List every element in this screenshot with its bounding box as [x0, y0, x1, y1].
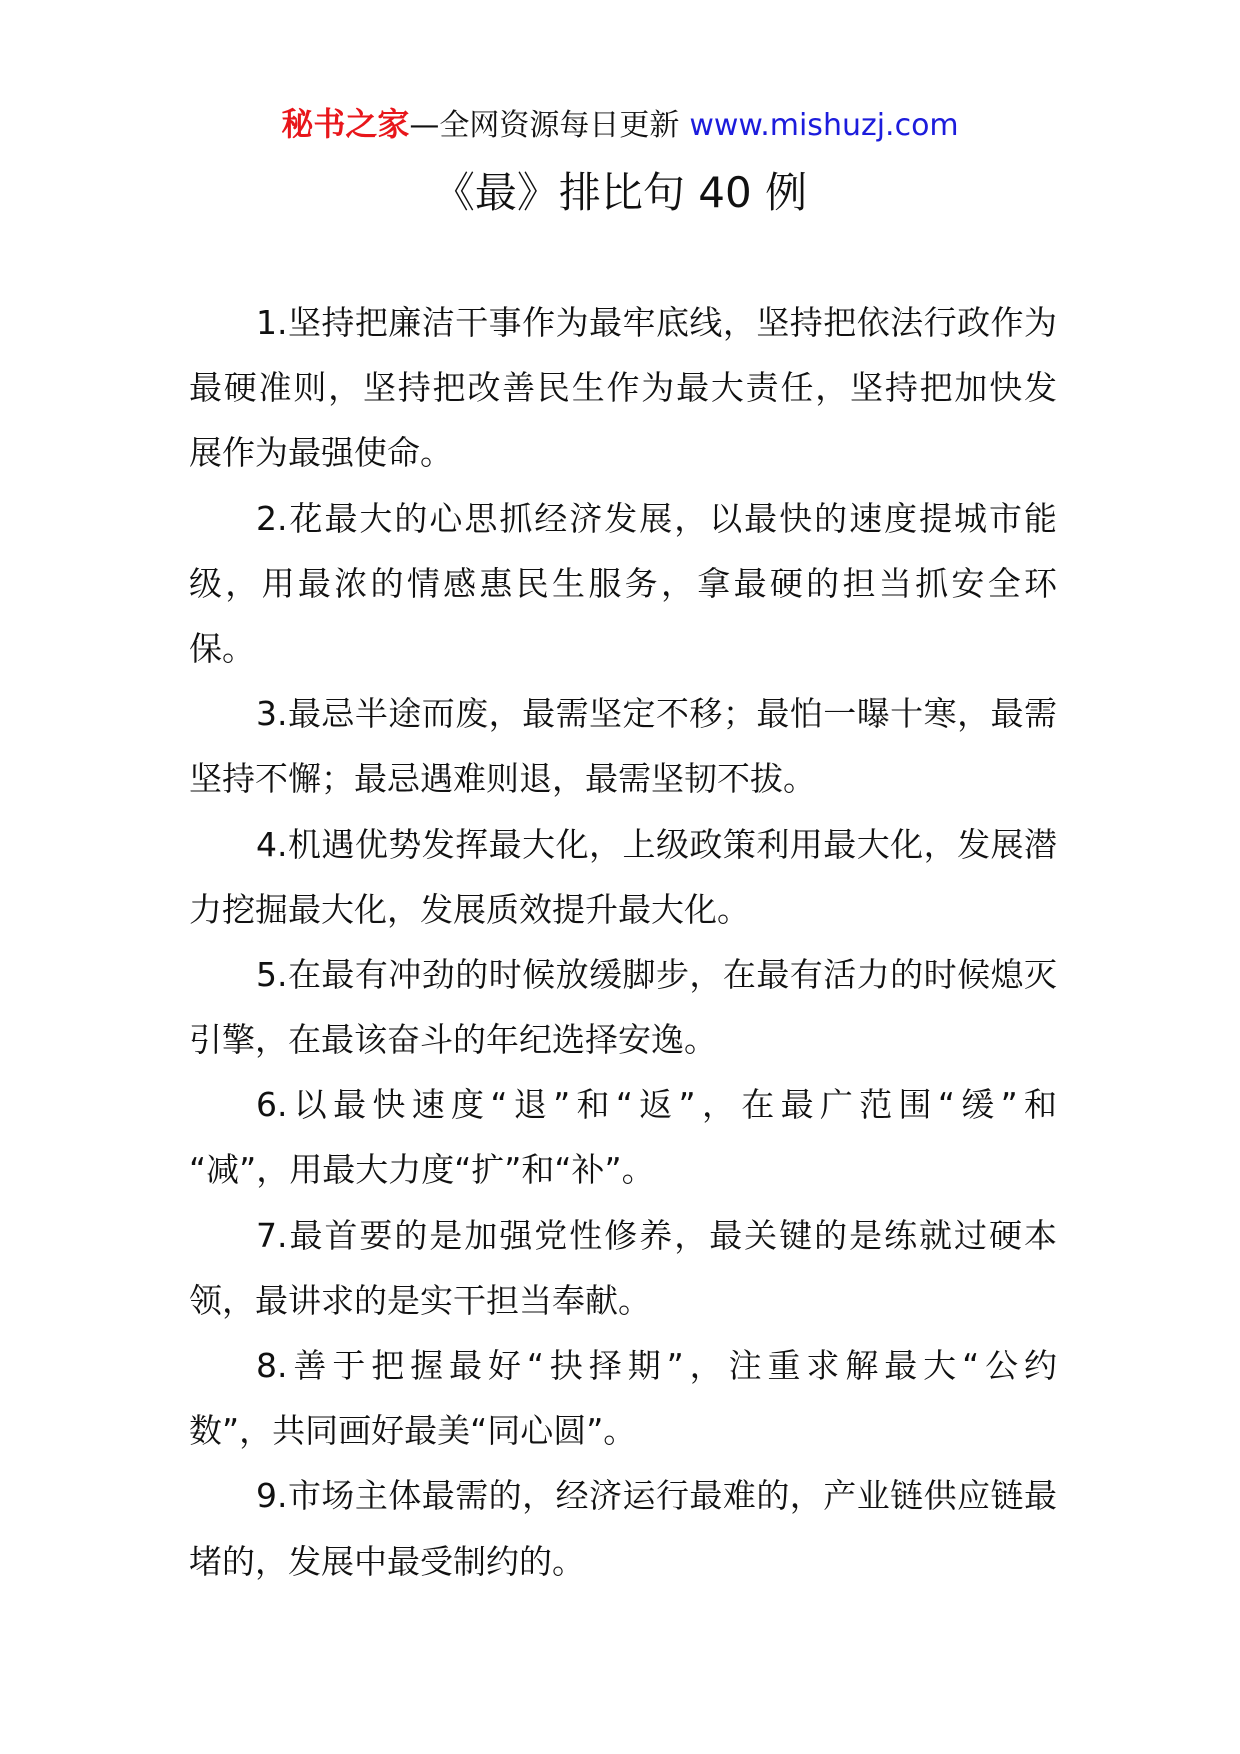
paragraph-9	[189, 1463, 1057, 1593]
paragraph-3-line-1: 3.最忌半途而废，最需坚定不移；最怕一曝十寒，最需	[256, 694, 1057, 734]
paragraph-6-line-1: 6.以最快速度“退”和“返”，在最广范围“缓”和	[256, 1085, 1057, 1125]
paragraph-3	[189, 681, 1057, 811]
paragraph-1-line-1: 1.坚持把廉洁干事作为最牢底线，坚持把依法行政作为	[256, 303, 1057, 342]
site-url: www.mishuzj.com	[689, 108, 959, 143]
document-body	[189, 290, 1057, 1594]
paragraph-6	[189, 1072, 1057, 1202]
paragraph-1	[189, 290, 1057, 486]
paragraph-2-line-1: 2.花最大的心思抓经济发展，以最快的速度提城市能	[256, 498, 1057, 538]
paragraph-4	[189, 812, 1057, 942]
paragraph-7-line-1: 7.最首要的是加强党性修养，最关键的是练就过硬本	[256, 1215, 1057, 1255]
paragraph-4-line-1: 4.机遇优势发挥最大化，上级政策利用最大化，发展潜	[256, 824, 1057, 864]
paragraph-8	[189, 1333, 1057, 1463]
paragraph-3-line-2: 坚持不懈；最忌遇难则退，最需坚韧不拔。	[189, 759, 816, 799]
paragraph-2-line-3: 保。	[189, 628, 255, 668]
paragraph-7-line-2: 领，最讲求的是实干担当奉献。	[189, 1280, 651, 1320]
paragraph-2	[189, 486, 1057, 682]
paragraph-8-line-2: 数”，共同画好最美“同心圆”。	[189, 1411, 637, 1451]
site-header	[0, 100, 1240, 148]
paragraph-7	[189, 1203, 1057, 1333]
site-tagline: —全网资源每日更新	[409, 108, 680, 143]
paragraph-5-line-2: 引擎，在最该奋斗的年纪选择安逸。	[189, 1020, 717, 1060]
paragraph-5	[189, 942, 1057, 1072]
paragraph-2-line-2: 级，用最浓的情感惠民生服务，拿最硬的担当抓安全环	[189, 563, 1057, 603]
paragraph-1-line-2: 最硬准则，坚持把改善民生作为最大责任，坚持把加快发	[189, 368, 1057, 408]
document-title: 《最》排比句 40 例	[432, 168, 808, 217]
paragraph-5-line-1: 5.在最有冲劲的时候放缓脚步，在最有活力的时候熄灭	[256, 954, 1057, 994]
paragraph-6-line-2: “减”，用最大力度“扩”和“补”。	[189, 1150, 655, 1190]
paragraph-8-line-1: 8.善于把握最好“抉择期”，注重求解最大“公约	[256, 1346, 1057, 1385]
paragraph-9-line-1: 9.市场主体最需的，经济运行最难的，产业链供应链最	[256, 1476, 1057, 1516]
site-brand: 秘书之家	[281, 105, 410, 143]
paragraph-9-line-2: 堵的，发展中最受制约的。	[189, 1541, 585, 1581]
paragraph-4-line-2: 力挖掘最大化，发展质效提升最大化。	[189, 889, 750, 929]
paragraph-1-line-3: 展作为最强使命。	[189, 433, 453, 473]
